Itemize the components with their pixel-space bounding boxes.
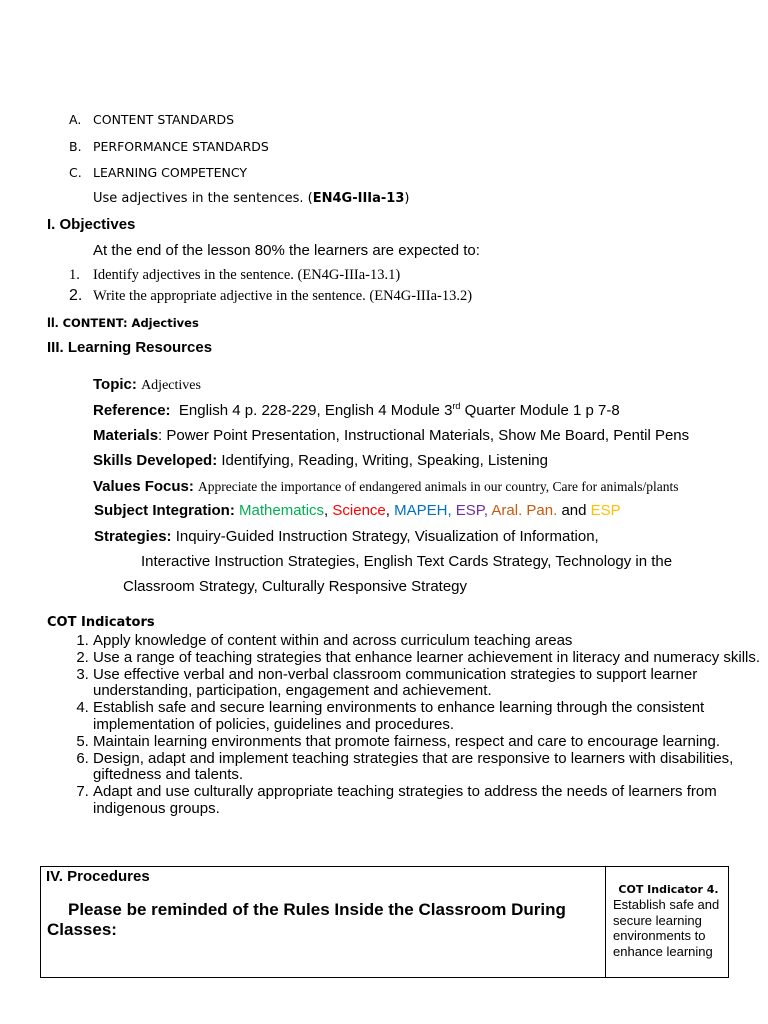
materials-value: : Power Point Presentation, Instructional Materials, Show Me Board, Pentil Pens — [158, 427, 690, 444]
standard-label: CONTENT STANDARDS — [93, 112, 235, 127]
cot-item: 5. Maintain learning environments that promote fairness, respect and care to encourage learning. — [93, 734, 768, 751]
resources-heading: III. Learning Resources — [47, 339, 213, 356]
integration-sep: , — [324, 502, 333, 519]
standard-a — [69, 112, 235, 127]
cot-item: 1. Apply knowledge of content within and across curriculum teaching areas — [93, 633, 768, 650]
integration-line — [94, 502, 621, 519]
objectives-intro: At the end of the lesson 80% the learners are expected to: — [93, 242, 480, 259]
reference-sup: rd — [452, 401, 461, 411]
cot-item: 3. Use effective verbal and non-verbal classroom communication strategies to support learner understanding, participation, engagement and achievement. — [93, 667, 768, 701]
standard-letter: A. — [69, 112, 82, 127]
objective-item-1 — [69, 267, 401, 284]
standard-label: LEARNING COMPETENCY — [93, 165, 247, 180]
procedures-main-cell — [41, 867, 606, 978]
content-heading — [47, 314, 199, 330]
reference-value: English 4 p. 228-229, English 4 Module 3 — [178, 402, 453, 419]
objective-item-2 — [69, 287, 473, 305]
materials-line — [93, 427, 689, 444]
procedures-table — [40, 866, 729, 978]
cot-indicator-title: COT Indicator 4. — [618, 883, 719, 896]
objective-num: 2. — [69, 287, 83, 304]
competency-close: ) — [404, 191, 410, 206]
reference-value-rest: Quarter Module 1 p 7-8 — [460, 402, 620, 419]
strategies-line-2: Interactive Instruction Strategies, English Text Cards Strategy, Technology in the — [141, 553, 673, 570]
subject-mapeh: MAPEH — [394, 502, 448, 519]
values-line — [93, 478, 679, 495]
objective-num: 1. — [69, 267, 80, 283]
topic-label: Topic: — [93, 376, 137, 393]
subject-aral-pan: Aral. Pan. — [491, 502, 558, 519]
standard-letter: B. — [69, 139, 82, 154]
objective-text: Write the appropriate adjective in the sentence. (EN4G-IIIa-13.2) — [93, 288, 473, 304]
strategies-value: Inquiry-Guided Instruction Strategy, Visualization of Information, — [175, 528, 599, 545]
procedures-reminder: Please be reminded of the Rules Inside the Classroom During Classes: — [47, 900, 566, 939]
learning-competency — [93, 191, 409, 206]
integration-and: and — [557, 502, 591, 519]
skills-line — [93, 452, 548, 469]
integration-sep: , — [447, 502, 456, 519]
cot-item: 6. Design, adapt and implement teaching strategies that are responsive to learners with disabilities, giftedness and talents. — [93, 751, 768, 785]
integration-sep: , — [483, 502, 492, 519]
cot-item: 2. Use a range of teaching strategies that enhance learner achievement in literacy and numeracy skills. — [93, 650, 768, 667]
cot-item: 7. Adapt and use culturally appropriate teaching strategies to address the needs of learners from indigenous groups. — [93, 784, 768, 818]
cot-list — [48, 633, 768, 818]
cot-heading: COT Indicators — [47, 615, 155, 630]
standard-letter: C. — [69, 165, 82, 180]
topic-line — [93, 376, 201, 394]
subject-mathematics: Mathematics — [239, 502, 325, 519]
integration-sep: , — [385, 502, 395, 519]
standard-b — [69, 139, 269, 154]
standard-label: PERFORMANCE STANDARDS — [93, 139, 269, 154]
competency-code: EN4G-IIIa-13 — [312, 191, 405, 206]
strategies-line — [94, 528, 599, 545]
content-roman: II. — [47, 314, 59, 330]
procedures-heading: IV. Procedures — [46, 868, 150, 885]
strategies-line-3: Classroom Strategy, Culturally Responsive Strategy — [123, 578, 468, 595]
objective-text: Identify adjectives in the sentence. (EN4G-IIIa-13.1) — [93, 267, 401, 283]
procedures-side-cell — [606, 867, 729, 978]
strategies-label: Strategies: — [94, 528, 172, 545]
materials-label: Materials — [93, 427, 159, 444]
reference-line — [93, 401, 620, 419]
subject-esp: ESP — [455, 502, 484, 519]
competency-text: Use adjectives in the sentences. ( — [93, 191, 313, 206]
cot-item: 4. Establish safe and secure learning environments to enhance learning through the consistent implementation of policies, guidelines and procedures. — [93, 700, 768, 734]
values-value: Appreciate the importance of endangered animals in our country, Care for animals/plants — [198, 479, 679, 494]
cot-indicator-text: Establish safe and secure learning environments to enhance learning — [613, 897, 720, 959]
integration-label: Subject Integration: — [94, 502, 235, 519]
subject-esp-2: ESP — [590, 502, 621, 519]
skills-value: Identifying, Reading, Writing, Speaking, Listening — [221, 452, 548, 469]
subject-science: Science — [332, 502, 386, 519]
values-label: Values Focus: — [93, 478, 194, 495]
reference-label: Reference: — [93, 402, 171, 419]
content-label: CONTENT: Adjectives — [62, 316, 199, 330]
standard-c — [69, 165, 247, 180]
skills-label: Skills Developed: — [93, 452, 218, 469]
objectives-heading: I. Objectives — [47, 216, 136, 233]
topic-value: Adjectives — [141, 378, 201, 393]
